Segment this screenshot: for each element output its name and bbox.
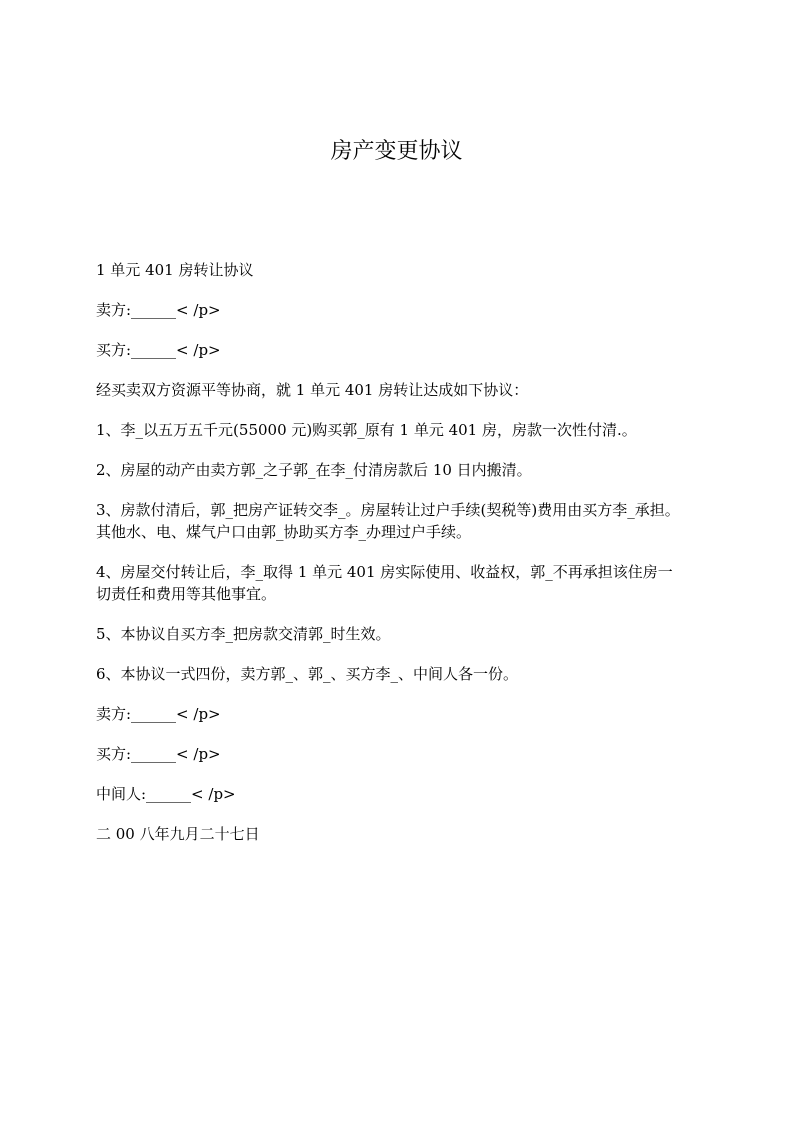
document-body [96,259,756,863]
paragraph-line: 经买卖双方资源平等协商，就 1 单元 401 房转让达成如下协议： [96,381,529,399]
paragraph-line: 2、房屋的动产由卖方郭_之子郭_在李_付清房款后 10 日内搬清。 [96,461,532,479]
clause-6 [96,663,756,685]
paragraph-line: 买方:______< /p> [96,341,221,359]
clause-4 [96,561,756,605]
paragraph-line: 4、房屋交付转让后，李_取得 1 单元 401 房实际使用、收益权，郭_不再承担该住房一 [96,563,673,581]
paragraph-line: 切责任和费用等其他事宜。 [96,585,277,603]
paragraph-line: 买方:______< /p> [96,745,221,763]
paragraph-line: 二 00 八年九月二十七日 [96,825,260,843]
clause-5 [96,623,756,645]
clause-2 [96,459,756,481]
paragraph-line: 中间人:______< /p> [96,785,236,803]
clause-1 [96,419,756,441]
clause-3 [96,499,756,543]
paragraph-line: 卖方:______< /p> [96,705,221,723]
seller-signature-line [96,703,756,725]
buyer-line-top [96,339,756,361]
buyer-signature-line [96,743,756,765]
document-title: 房产变更协议 [330,139,463,164]
paragraph-line: 6、本协议一式四份，卖方郭_、郭_、买方李_、中间人各一份。 [96,665,519,683]
agreement-intro [96,379,756,401]
agreement-heading [96,259,756,281]
paragraph-line: 3、房款付清后，郭_把房产证转交李_。房屋转让过户手续(契税等)费用由买方李_承担。 [96,501,680,519]
paragraph-line: 5、本协议自买方李_把房款交清郭_时生效。 [96,625,391,643]
seller-line-top [96,299,756,321]
paragraph-line: 1 单元 401 房转让协议 [96,261,254,279]
intermediary-signature-line [96,783,756,805]
paragraph-line: 其他水、电、煤气户口由郭_协助买方李_办理过户手续。 [96,523,472,541]
document-date [96,823,756,845]
paragraph-line: 卖方:______< /p> [96,301,221,319]
paragraph-line: 1、李_以五万五千元(55000 元)购买郭_原有 1 单元 401 房，房款一次性付清.。 [96,421,637,439]
